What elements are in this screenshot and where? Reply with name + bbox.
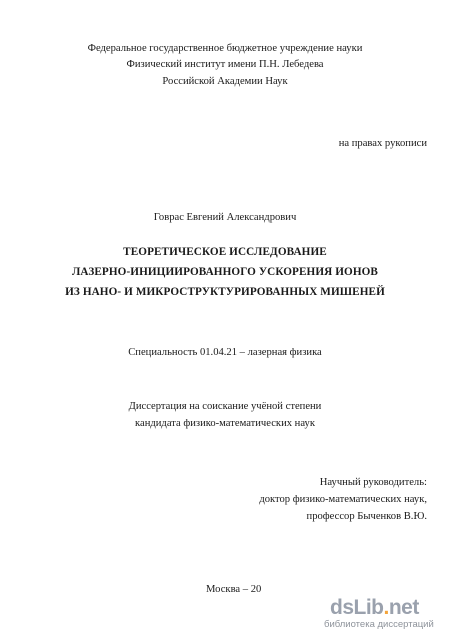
degree-line-2: кандидата физико-математических наук — [135, 418, 315, 429]
logo-prefix: dsLib — [330, 596, 384, 619]
city-year: Москва – 20 — [206, 584, 262, 595]
title-line-2: ЛАЗЕРНО-ИНИЦИИРОВАННОГО УСКОРЕНИЯ ИОНОВ — [72, 266, 378, 278]
advisor-degree: доктор физико-математических наук, — [259, 494, 427, 505]
specialty: Специальность 01.04.21 – лазерная физика — [128, 347, 322, 358]
watermark-subtitle: библиотека диссертаций — [324, 619, 434, 630]
logo-suffix: net — [388, 596, 419, 619]
title-line-3: ИЗ НАНО- И МИКРОСТРУКТУРИРОВАННЫХ МИШЕНЕЙ — [65, 286, 385, 298]
institution-line-1: Федеральное государственное бюджетное учреждение науки — [87, 43, 363, 54]
dslib-logo — [330, 597, 419, 619]
institution-line-3: Российской Академии Наук — [162, 76, 288, 87]
advisor-label: Научный руководитель: — [319, 477, 427, 488]
advisor-name: профессор Быченков В.Ю. — [306, 511, 427, 522]
author-name: Говрас Евгений Александрович — [153, 212, 297, 223]
logo-dot: . — [383, 596, 389, 619]
degree-line-1: Диссертация на соискание учёной степени — [128, 401, 322, 412]
rights-note: на правах рукописи — [338, 138, 427, 149]
dslib-watermark — [324, 597, 444, 631]
title-line-1: ТЕОРЕТИЧЕСКОЕ ИССЛЕДОВАНИЕ — [123, 246, 327, 258]
institution-line-2: Физический институт имени П.Н. Лебедева — [126, 59, 324, 70]
